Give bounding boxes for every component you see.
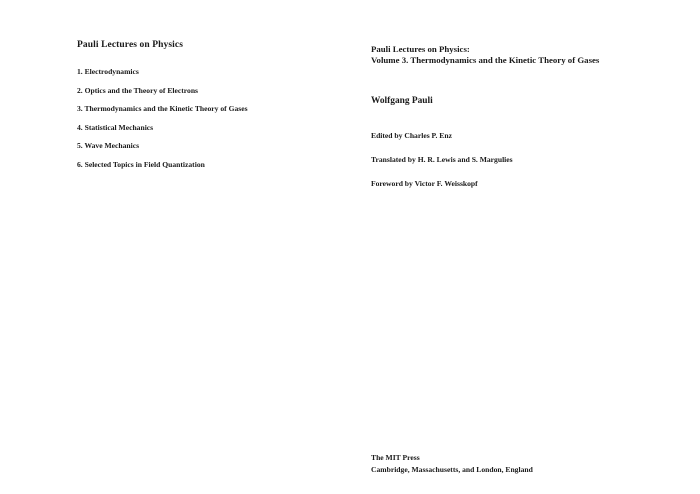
right-page bbox=[350, 0, 700, 494]
volume-item: 4. Statistical Mechanics bbox=[77, 122, 154, 132]
book-title bbox=[371, 44, 641, 65]
publisher-name: The MIT Press bbox=[371, 453, 420, 462]
foreword-credit: Foreword by Victor F. Weisskopf bbox=[371, 179, 478, 188]
volume-item: 3. Thermodynamics and the Kinetic Theory of Gases bbox=[77, 104, 248, 114]
author-name: Wolfgang Pauli bbox=[371, 96, 433, 106]
volume-item: 5. Wave Mechanics bbox=[77, 141, 140, 151]
volume-item: 1. Electrodynamics bbox=[77, 67, 139, 76]
volume-item: 2. Optics and the Theory of Electrons bbox=[77, 85, 199, 95]
book-title-line-2: Volume 3. Thermodynamics and the Kinetic Theory of Gases bbox=[371, 54, 600, 65]
translator-credit: Translated by H. R. Lewis and S. Margulies bbox=[371, 155, 513, 164]
series-title: Pauli Lectures on Physics bbox=[77, 40, 184, 50]
volume-item: 6. Selected Topics in Field Quantization bbox=[77, 159, 205, 169]
editor-credit: Edited by Charles P. Enz bbox=[371, 131, 452, 140]
volume-list bbox=[77, 67, 248, 179]
publisher-block bbox=[371, 452, 533, 475]
book-title-line-1: Pauli Lectures on Physics: bbox=[371, 44, 470, 54]
publisher-location: Cambridge, Massachusetts, and London, England bbox=[371, 464, 533, 474]
